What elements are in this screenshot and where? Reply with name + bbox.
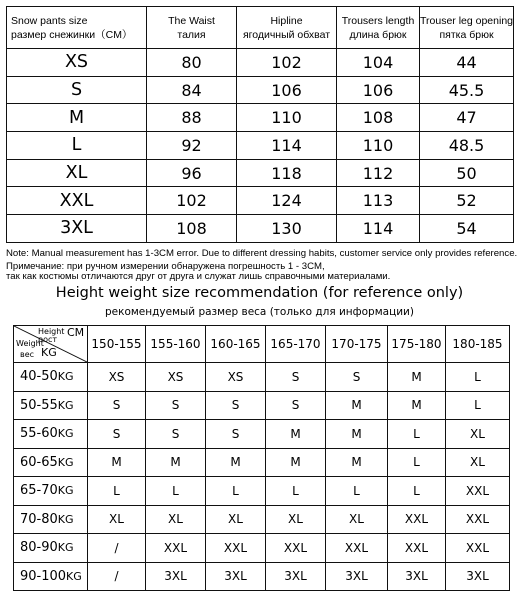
recommended-size-cell: L: [446, 363, 510, 392]
recommended-size-cell: M: [266, 448, 326, 477]
size-chart-body: [7, 49, 514, 243]
weight-range-value: 60-65: [20, 454, 58, 470]
recommended-size-cell: M: [326, 391, 388, 420]
measurement-cell: 104: [337, 49, 420, 77]
measurement-cell: 112: [337, 159, 420, 187]
size-chart-header-row: [7, 7, 514, 49]
measurement-cell: 88: [147, 104, 237, 132]
recommended-size-cell: XXL: [446, 505, 510, 534]
weight-unit: KG: [57, 512, 74, 526]
corner-height-ru-label: рост: [38, 335, 58, 344]
recommended-size-cell: M: [326, 448, 388, 477]
measurement-cell: 80: [147, 49, 237, 77]
size-row: [7, 132, 514, 160]
weight-row: [14, 477, 510, 506]
corner-height-label: Height: [38, 327, 65, 336]
note-russian-line2: так как костюмы отличаются друг от друга и служат лишь справочными материалами.: [6, 271, 391, 282]
recommended-size-cell: L: [388, 477, 446, 506]
weight-range-cell: [14, 534, 88, 563]
size-label-cell: L: [7, 132, 147, 160]
recommended-size-cell: XXL: [446, 477, 510, 506]
weight-range-cell: [14, 477, 88, 506]
height-range-header: 170-175: [326, 326, 388, 363]
recommended-size-cell: 3XL: [326, 562, 388, 591]
recommended-size-cell: XL: [146, 505, 206, 534]
header-leg-opening-en: Trouser leg opening: [420, 14, 514, 27]
header-length-ru: длина брюк: [349, 28, 407, 41]
weight-range-cell: [14, 562, 88, 591]
recommended-size-cell: 3XL: [446, 562, 510, 591]
header-length-en: Trousers length: [341, 14, 415, 27]
header-size-en: Snow pants size: [11, 14, 88, 27]
weight-unit: KG: [57, 484, 74, 498]
measurement-cell: 110: [237, 104, 337, 132]
recommended-size-cell: 3XL: [146, 562, 206, 591]
size-label-cell: S: [7, 76, 147, 104]
weight-row: [14, 420, 510, 449]
recommendation-table: [13, 325, 510, 591]
recommended-size-cell: S: [146, 391, 206, 420]
size-label-cell: XS: [7, 49, 147, 77]
height-range-header: 180-185: [446, 326, 510, 363]
weight-row: [14, 448, 510, 477]
recommended-size-cell: M: [266, 420, 326, 449]
height-range-header: 160-165: [206, 326, 266, 363]
recommended-size-cell: XXL: [206, 534, 266, 563]
measurement-cell: 130: [237, 215, 337, 243]
recommended-size-cell: XXL: [388, 505, 446, 534]
header-waist-ru: талия: [177, 28, 206, 41]
weight-range-value: 70-80: [20, 511, 58, 527]
measurement-cell: 102: [147, 187, 237, 215]
recommended-size-cell: XL: [446, 420, 510, 449]
recommended-size-cell: L: [88, 477, 146, 506]
corner-weight-ru-label: вес: [20, 350, 35, 359]
measurement-cell: 52: [420, 187, 514, 215]
recommended-size-cell: XS: [146, 363, 206, 392]
header-waist-en: The Waist: [168, 14, 215, 27]
header-waist: [147, 7, 237, 49]
recommended-size-cell: XL: [206, 505, 266, 534]
measurement-cell: 113: [337, 187, 420, 215]
recommended-size-cell: L: [146, 477, 206, 506]
measurement-cell: 108: [337, 104, 420, 132]
weight-range-cell: [14, 363, 88, 392]
measurement-cell: 124: [237, 187, 337, 215]
weight-range-value: 50-55: [20, 397, 58, 413]
measurement-cell: 118: [237, 159, 337, 187]
measurement-cell: 48.5: [420, 132, 514, 160]
weight-row: [14, 391, 510, 420]
weight-unit: KG: [57, 455, 74, 469]
height-range-header: 165-170: [266, 326, 326, 363]
recommended-size-cell: /: [88, 534, 146, 563]
weight-range-value: 40-50: [20, 369, 58, 385]
header-hipline-en: Hipline: [270, 14, 303, 27]
size-label-cell: M: [7, 104, 147, 132]
measurement-cell: 114: [237, 132, 337, 160]
measurement-cell: 54: [420, 215, 514, 243]
weight-row: [14, 562, 510, 591]
measurement-cell: 114: [337, 215, 420, 243]
recommended-size-cell: XL: [88, 505, 146, 534]
weight-unit: KG: [57, 427, 74, 441]
measurement-cell: 106: [237, 76, 337, 104]
recommended-size-cell: L: [206, 477, 266, 506]
size-label-cell: 3XL: [7, 215, 147, 243]
size-row: [7, 49, 514, 77]
recommended-size-cell: M: [388, 363, 446, 392]
recommendation-title: Height weight size recommendation (for reference only): [55, 285, 464, 301]
recommended-size-cell: XL: [326, 505, 388, 534]
recommended-size-cell: S: [206, 420, 266, 449]
size-row: [7, 104, 514, 132]
measurement-cell: 108: [147, 215, 237, 243]
measurement-cell: 50: [420, 159, 514, 187]
recommended-size-cell: XS: [88, 363, 146, 392]
recommended-size-cell: XXL: [388, 534, 446, 563]
recommended-size-cell: M: [326, 420, 388, 449]
height-range-header: 155-160: [146, 326, 206, 363]
weight-row: [14, 534, 510, 563]
weight-range-cell: [14, 420, 88, 449]
header-hipline-ru: ягодичный обхват: [242, 28, 331, 41]
weight-range-value: 65-70: [20, 483, 58, 499]
header-leg-opening: [420, 7, 514, 49]
recommended-size-cell: S: [266, 363, 326, 392]
weight-range-value: 55-60: [20, 426, 58, 442]
size-row: [7, 159, 514, 187]
measurement-cell: 96: [147, 159, 237, 187]
recommended-size-cell: 3XL: [266, 562, 326, 591]
size-row: [7, 76, 514, 104]
recommended-size-cell: L: [266, 477, 326, 506]
weight-row: [14, 505, 510, 534]
note-russian-line1: Примечание: при ручном измерении обнаружена погрешность 1 - 3CM,: [6, 261, 325, 272]
recommended-size-cell: M: [88, 448, 146, 477]
recommended-size-cell: S: [146, 420, 206, 449]
recommended-size-cell: XS: [206, 363, 266, 392]
height-range-header: 150-155: [88, 326, 146, 363]
size-label-cell: XL: [7, 159, 147, 187]
measurement-cell: 102: [237, 49, 337, 77]
corner-height-unit: CM: [67, 326, 85, 339]
recommended-size-cell: S: [88, 420, 146, 449]
weight-range-value: 90-100: [20, 568, 67, 584]
measurement-cell: 44: [420, 49, 514, 77]
weight-unit: KG: [57, 541, 74, 555]
recommended-size-cell: XXL: [266, 534, 326, 563]
corner-cell: [14, 326, 88, 363]
recommendation-header-row: [14, 326, 510, 363]
recommended-size-cell: M: [206, 448, 266, 477]
weight-unit: KG: [57, 398, 74, 412]
recommended-size-cell: L: [446, 391, 510, 420]
recommendation-subtitle: рекомендуемый размер веса (только для информации): [105, 306, 414, 318]
recommended-size-cell: XXL: [326, 534, 388, 563]
corner-weight-label: Weight: [16, 339, 44, 348]
size-row: [7, 215, 514, 243]
measurement-cell: 92: [147, 132, 237, 160]
measurement-cell: 47: [420, 104, 514, 132]
corner-weight-unit: KG: [41, 346, 57, 359]
recommended-size-cell: S: [266, 391, 326, 420]
recommended-size-cell: XL: [266, 505, 326, 534]
weight-range-value: 80-90: [20, 540, 58, 556]
recommended-size-cell: XXL: [146, 534, 206, 563]
weight-range-cell: [14, 505, 88, 534]
header-trousers-length: [337, 7, 420, 49]
weight-row: [14, 363, 510, 392]
weight-unit: KG: [57, 370, 74, 384]
recommended-size-cell: S: [206, 391, 266, 420]
measurement-cell: 106: [337, 76, 420, 104]
recommended-size-cell: M: [388, 391, 446, 420]
measurement-cell: 110: [337, 132, 420, 160]
recommended-size-cell: L: [388, 448, 446, 477]
recommended-size-cell: L: [388, 420, 446, 449]
weight-range-cell: [14, 448, 88, 477]
recommendation-body: [14, 363, 510, 591]
recommended-size-cell: M: [146, 448, 206, 477]
measurement-cell: 84: [147, 76, 237, 104]
size-label-cell: XXL: [7, 187, 147, 215]
header-size: [7, 7, 147, 49]
header-size-ru: размер снежинки（CM）: [11, 28, 133, 41]
header-hipline: [237, 7, 337, 49]
recommended-size-cell: L: [326, 477, 388, 506]
recommended-size-cell: 3XL: [388, 562, 446, 591]
recommended-size-cell: XL: [446, 448, 510, 477]
height-range-header: 175-180: [388, 326, 446, 363]
recommended-size-cell: S: [88, 391, 146, 420]
recommended-size-cell: /: [88, 562, 146, 591]
note-english: Note: Manual measurement has 1-3CM error. Due to different dressing habits, customer service only provides reference.: [6, 248, 518, 259]
size-row: [7, 187, 514, 215]
size-chart-table: [6, 6, 514, 243]
recommended-size-cell: XXL: [446, 534, 510, 563]
recommended-size-cell: S: [326, 363, 388, 392]
weight-range-cell: [14, 391, 88, 420]
header-leg-opening-ru: пятка брюк: [439, 28, 494, 41]
measurement-cell: 45.5: [420, 76, 514, 104]
weight-unit: KG: [66, 569, 82, 583]
recommended-size-cell: 3XL: [206, 562, 266, 591]
